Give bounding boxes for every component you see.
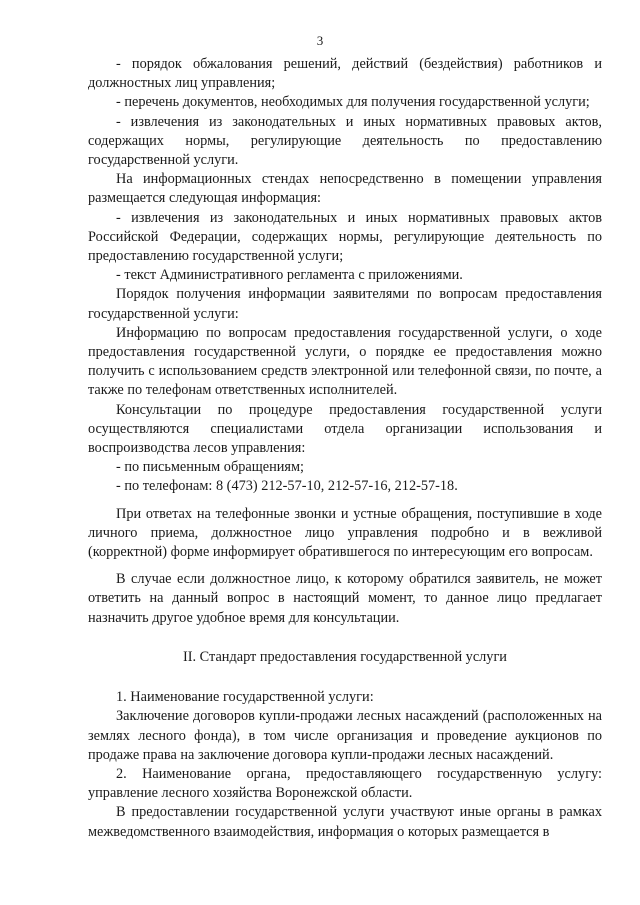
paragraph-providing-body: 2. Наименование органа, предоставляющего государственную услугу: управление лесного хозяйства Воронежской области. xyxy=(88,765,602,802)
paragraph-info-stands: На информационных стендах непосредственно в помещении управления размещается следующая информация: xyxy=(88,171,602,207)
paragraph-consultations: Консультации по процедуре предоставления государственной услуги осуществляются специалистами отдела организации использования и воспроизводства лесов управления: xyxy=(88,401,602,457)
paragraph-info-channels: Информацию по вопросам предоставления государственной услуги, о ходе предоставления государственной услуги, о порядке ее предоставления можно получить с использованием средств электронной или телефонной связи, по почте, а также по телефонам ответственных исполнителей. xyxy=(88,324,602,399)
document-body xyxy=(88,55,602,842)
page-number: 3 xyxy=(316,33,324,48)
paragraph-service-name-title: 1. Наименование государственной услуги: xyxy=(116,689,374,706)
paragraph-service-name: Заключение договоров купли-продажи лесных насаждений (расположенных на землях лесного фонда), в том числе организация и проведение аукционов по продаже права на заключение договора купли-продажи лесных насаждений. xyxy=(88,708,602,763)
list-item-appeal-procedure: - порядок обжалования решений, действий (бездействия) работников и должностных лиц управления; xyxy=(88,56,602,92)
list-item-regulation-text: - текст Административного регламента с приложениями. xyxy=(116,267,463,284)
paragraph-info-procedure: Порядок получения информации заявителями по вопросам предоставления государственной услуги: xyxy=(88,286,602,322)
section-heading: II. Стандарт предоставления государственной услуги xyxy=(183,648,507,665)
paragraph-reschedule: В случае если должностное лицо, к которому обратился заявитель, не может ответить на данный вопрос в настоящий момент, то данное лицо предлагает назначить другое удобное время для консультации. xyxy=(88,571,602,626)
list-item-federal-acts: - извлечения из законодательных и иных нормативных правовых актов Российской Федерации, содержащих нормы, регулирующие деятельность по предоставлению государственной услуги; xyxy=(88,209,602,265)
paragraph-phone-answers: При ответах на телефонные звонки и устные обращения, поступившие в ходе личного приема, должностное лицо управления подробно и в вежливой (корректной) форме информирует обратившегося по интересующим его вопросам. xyxy=(88,505,602,561)
paragraph-other-bodies: В предоставлении государственной услуги участвуют иные органы в рамках межведомственного взаимодействия, информация о которых размещается в xyxy=(88,804,602,840)
list-item-written-requests: - по письменным обращениям; xyxy=(116,459,304,476)
list-item-documents-list: - перечень документов, необходимых для получения государственной услуги; xyxy=(116,94,590,111)
list-item-phone-numbers: - по телефонам: 8 (473) 212-57-10, 212-57-16, 212-57-18. xyxy=(116,478,458,495)
list-item-legal-extracts: - извлечения из законодательных и иных нормативных правовых актов, содержащих нормы, регулирующие деятельность по предоставлению государственной услуги. xyxy=(88,113,602,169)
